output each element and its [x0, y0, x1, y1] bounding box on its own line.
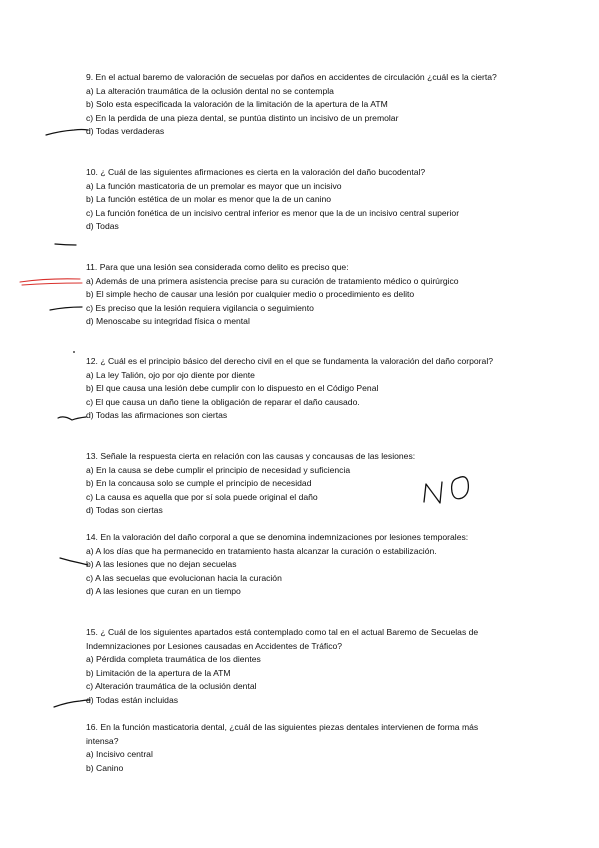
question-stem: 11. Para que una lesión sea considerada como delito es preciso que: [86, 262, 349, 272]
question-stem: 10. ¿ Cuál de las siguientes afirmaciones es cierta en la valoración del daño bucodental? [86, 167, 426, 177]
option-a: a) La alteración traumática de la oclusión dental no se contempla [86, 85, 334, 96]
option-d: d) Todas [86, 221, 119, 232]
option-c: c) Alteración traumática de la oclusión dental [86, 681, 257, 692]
question-14 [86, 531, 506, 599]
answer-mark-q15 [54, 700, 90, 707]
option-a: a) Además de una primera asistencia precise para su curación de tratamiento médico o quirúrgico [86, 275, 459, 286]
option-d: d) Todas son ciertas [86, 505, 163, 516]
red-mark-q11-2 [22, 283, 82, 285]
option-a: a) Incisivo central [86, 749, 153, 760]
question-stem: 9. En el actual baremo de valoración de secuelas por daños en accidentes de circulación ¿cuál es la cierta? [86, 72, 497, 82]
question-stem: 14. En la valoración del daño corporal a que se denomina indemnizaciones por lesiones temporales: [86, 532, 469, 542]
option-d: d) A las lesiones que curan en un tiempo [86, 586, 241, 597]
question-11 [86, 261, 506, 329]
option-a: a) En la causa se debe cumplir el principio de necesidad y suficiencia [86, 464, 351, 475]
option-b: b) La función estética de un molar es menor que la de un canino [86, 194, 332, 205]
option-c: c) La causa es aquella que por sí sola puede original el daño [86, 491, 318, 502]
option-a: a) La ley Talión, ojo por ojo diente por diente [86, 369, 255, 380]
option-b: b) En la concausa solo se cumple el principio de necesidad [86, 478, 312, 489]
option-b: b) Limitación de la apertura de la ATM [86, 667, 231, 678]
answer-mark-q12 [58, 417, 86, 420]
stray-dot [73, 351, 75, 353]
option-c: c) En la perdida de una pieza dental, se puntúa distinto un incisivo de un premolar [86, 112, 399, 123]
question-15 [86, 626, 506, 708]
question-10 [86, 166, 506, 234]
option-a: a) La función masticatoria de un premolar es mayor que un incisivo [86, 180, 342, 191]
option-b: b) A las lesiones que no dejan secuelas [86, 559, 237, 570]
option-c: c) Es preciso que la lesión requiera vigilancia o seguimiento [86, 302, 314, 313]
option-b: b) Canino [86, 762, 124, 773]
question-9 [86, 71, 506, 139]
option-c: c) La función fonética de un incisivo central inferior es menor que la de un incisivo central superior [86, 207, 460, 218]
option-b: b) El simple hecho de causar una lesión por cualquier medio o procedimiento es delito [86, 289, 415, 300]
question-stem: 15. ¿ Cuál de los siguientes apartados está contemplado como tal en el actual Baremo de Secuelas de Indemnizaciones por Lesiones causadas en Accidentes de Tráfico? [86, 627, 479, 651]
red-mark-q11-1 [20, 279, 80, 282]
answer-mark-q11 [50, 307, 82, 310]
question-stem: 13. Señale la respuesta cierta en relación con las causas y concausas de las lesiones: [86, 451, 416, 461]
option-a: a) Pérdida completa traumática de los dientes [86, 654, 261, 665]
question-16 [86, 721, 506, 775]
question-13 [86, 450, 506, 518]
option-b: b) El que causa una lesión debe cumplir con lo dispuesto en el Código Penal [86, 383, 379, 394]
option-d: d) Todas están incluidas [86, 694, 179, 705]
answer-mark-q10 [55, 244, 76, 245]
question-stem: 12. ¿ Cuál es el principio básico del derecho civil en el que se fundamenta la valoración del daño corporal? [86, 356, 494, 366]
option-d: d) Menoscabe su integridad física o mental [86, 316, 250, 327]
option-b: b) Solo esta especificada la valoración de la limitación de la apertura de la ATM [86, 99, 388, 110]
option-d: d) Todas las afirmaciones son ciertas [86, 410, 228, 421]
option-d: d) Todas verdaderas [86, 126, 165, 137]
option-a: a) A los días que ha permanecido en tratamiento hasta alcanzar la curación o estabilización. [86, 545, 437, 556]
question-12 [86, 355, 506, 423]
option-c: c) El que causa un daño tiene la obligación de reparar el daño causado. [86, 396, 360, 407]
answer-mark-q9 [46, 130, 88, 136]
answer-mark-q14 [60, 558, 88, 565]
option-c: c) A las secuelas que evolucionan hacia la curación [86, 572, 282, 583]
question-stem: 16. En la función masticatoria dental, ¿cuál de las siguientes piezas dentales intervienen de forma más intensa? [86, 722, 479, 746]
